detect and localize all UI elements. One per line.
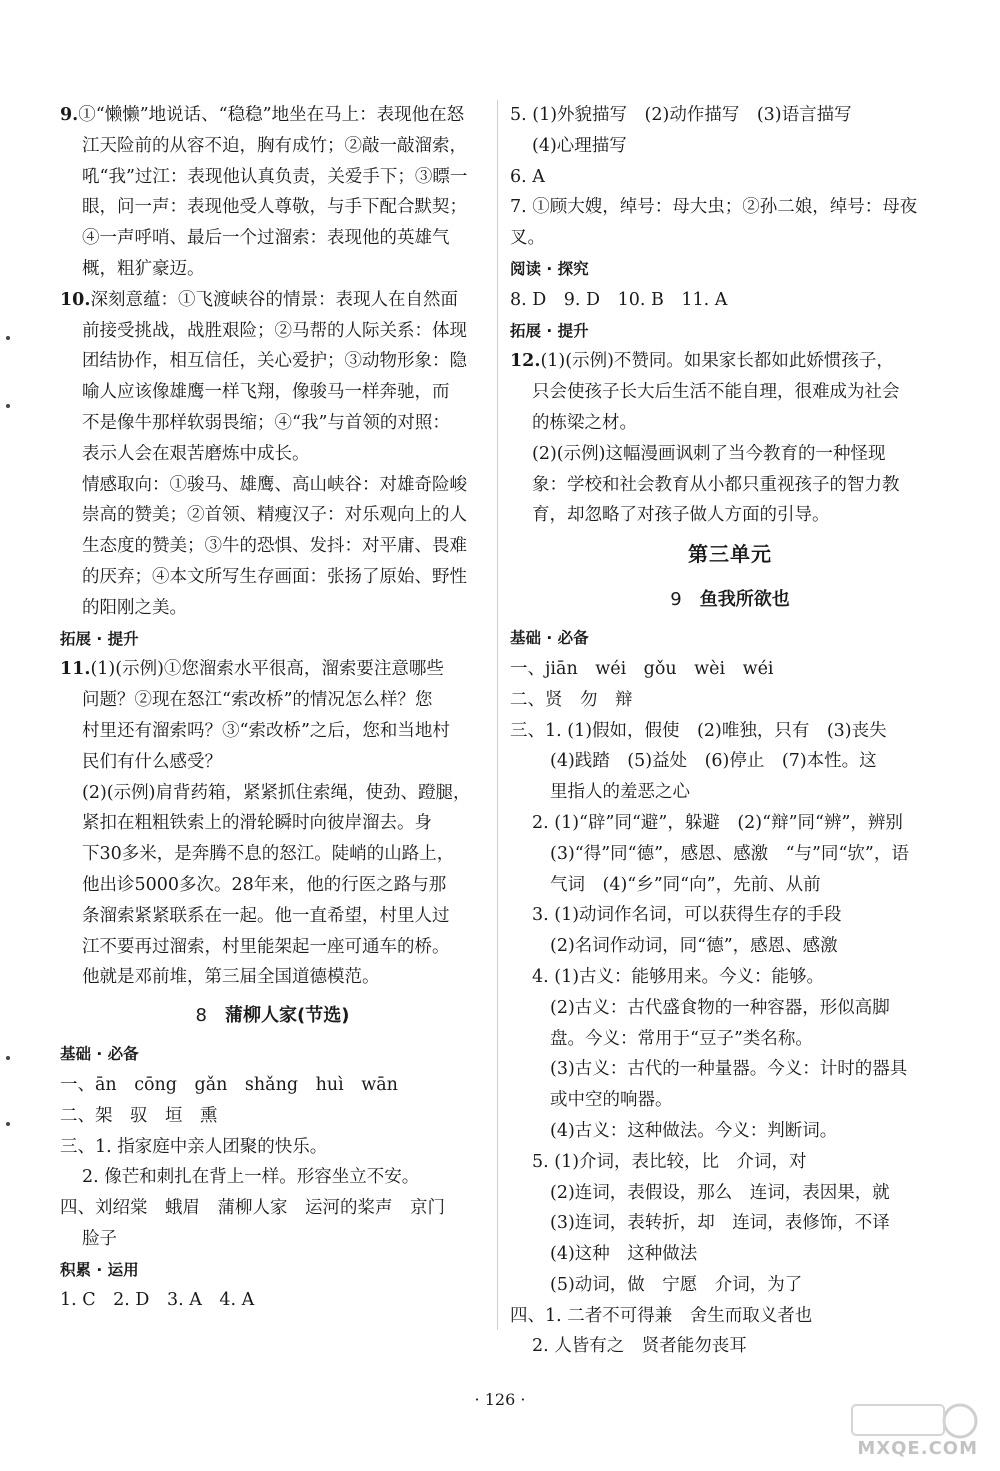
answer-line: (4)古义：这种做法。今义：判断词。 [550,1120,838,1141]
lesson-title [510,577,950,623]
answer-line: 眼，问一声：表现他受人尊敬，与手下配合默契； [82,197,467,218]
answer-line: 概，粗犷豪迈。 [82,258,205,279]
answer-line: 紧扣在粗粗铁索上的滑轮瞬时向彼岸溜去。身 [82,813,432,834]
answer-line: 问题？②现在怒江“索改桥”的情况怎么样？您 [82,690,433,711]
lesson-title [60,993,485,1039]
answer-line: 3. (1)动词作名词，可以获得生存的手段 [532,905,842,926]
question-number: 11. [60,659,91,680]
answer-line: 2. 像芒和刺扎在背上一样。形容坐立不安。 [82,1167,420,1188]
answer-line: (4)这种 这种做法 [550,1244,698,1265]
question-11 [60,654,485,993]
section-heading-read: 阅读 · 探究 [510,259,589,278]
answer-line: (2)(示例)肩背药箱，紧紧抓住索绳，使劲、蹬腿， [82,782,471,803]
answer-line: 喻人应该像雄鹰一样飞翔，像骏马一样奔驰，而 [82,382,450,403]
answer-line: 或中空的响器。 [550,1090,673,1111]
answer-line: 民们有什么感受？ [82,751,222,772]
margin-dot [6,1122,10,1126]
answer-line: (5)动词，做 宁愿 介词，为了 [550,1274,803,1295]
answer-line: 生态度的赞美；③牛的恐惧、发抖：对平庸、畏难 [82,536,467,557]
answer-line: 2. 人皆有之 贤者能勿丧耳 [532,1336,747,1357]
answer-line: 里指人的羞恶之心 [550,782,690,803]
answer-line: 只会使孩子长大后生活不能自理，很难成为社会 [532,382,900,403]
answer-line: 5. (1)外貌描写 (2)动作描写 (3)语言描写 [510,105,852,125]
section-heading-extend: 拓展 · 提升 [60,629,139,648]
answer-line: 江不要再过溜索，村里能架起一座可通车的桥。 [82,936,450,957]
answer-line: (2)古义：古代盛食物的一种容器，形似高脚 [550,997,890,1018]
answer-line: 村里还有溜索吗？③“索改桥”之后，您和当地村 [82,720,450,741]
lesson-number: 9 [670,589,682,611]
answer-line: 崇高的赞美；②首领、精瘦汉子：对乐观向上的人 [82,505,467,526]
answer-line: 吼“我”过江：表现他认真负责，关爱手下；③瞟一 [82,166,468,187]
answer-line: 情感取向：①骏马、雄鹰、高山峡谷：对雄奇险峻 [82,474,467,495]
answer-line: (4)践踏 (5)益处 (6)停止 (7)本性。这 [550,751,877,772]
answer-line: 育，却忽略了对孩子做人方面的引导。 [532,505,830,526]
answer-line: 盘。今义：常用于“豆子”类名称。 [550,1028,813,1049]
answer-line: 团结协作，相互信任，关心爱护；③动物形象：隐 [82,351,467,372]
right-column [510,100,950,1362]
answer-line: (3)连词，表转折，却 连词，表修饰，不译 [550,1213,890,1234]
answer-line: 象：学校和社会教育从小都只重视孩子的智力教 [532,474,900,495]
answer-line: 他就是邓前堆，第三届全国道德模范。 [82,967,380,988]
margin-dot [6,336,10,340]
answer-line: 2. (1)“辟”同“避”，躲避 (2)“辩”同“辨”，辨别 [532,812,903,833]
answer-line: 条溜索紧紧联系在一起。他一直希望，村里人过 [82,905,450,926]
question-number: 9. [60,105,79,125]
answer-line: 下30多米，是奔腾不息的怒江。陡峭的山路上， [82,844,455,865]
answer-line: 脸子 [82,1228,117,1249]
answer-line: ①“懒懒”地说话、“稳稳”地坐在马上：表现他在怒 [78,105,465,125]
answer-line: 深刻意蕴：①飞渡峡谷的情景：表现人在自然面 [90,289,458,310]
answer-line: 二、贤 勿 辩 [510,689,633,710]
answer-line: 不是像牛那样软弱畏缩；④“我”与首领的对照： [82,412,450,433]
question-9 [60,100,485,285]
answer-line: (2)(示例)这幅漫画讽刺了当今教育的一种怪现 [532,443,886,464]
answer-line: 三、1. 指家庭中亲人团聚的快乐。 [60,1136,328,1157]
watermark-logo [832,1391,982,1461]
answer-line: (2)名词作动词，同“德”，感恩、感激 [550,936,838,957]
unit-title: 第三单元 [688,542,772,567]
lesson-number: 8 [195,1005,207,1027]
question-number: 12. [510,351,541,372]
answer-line: 1. C 2. D 3. A 4. A [60,1290,255,1311]
question-group-4 [510,1301,950,1363]
answer-line: 一、jiān wéi gǒu wèi wéi [510,658,774,679]
answer-line: 4. (1)古义：能够用来。今义：能够。 [532,966,825,987]
answer-line: (4)心理描写 [532,135,627,156]
lesson-name: 鱼我所欲也 [699,589,790,611]
answer-line: 8. D 9. D 10. B 11. A [510,289,728,310]
question-group-3 [510,716,950,1301]
watermark-site: MXQE.COM [857,1438,978,1459]
margin-dot [6,404,10,408]
answer-line: ④一声呼哨、最后一个过溜索：表现他的英雄气 [82,228,450,249]
left-column [60,100,485,1316]
answer-line: (3)古义：古代的一种量器。今义：计时的器具 [550,1059,908,1080]
question-10 [60,285,485,624]
section-heading-basic: 基础 · 必备 [510,629,589,648]
answer-line: (2)连词，表假设，那么 连词，表因果，就 [550,1182,890,1203]
section-heading-accumulate: 积累 · 运用 [60,1260,139,1279]
answer-line: 江天险前的从容不迫，胸有成竹；②敲一敲溜索， [82,135,467,156]
answer-line: 的厌弃；④本文所写生存画面：张扬了原始、野性 [82,566,467,587]
answer-line: 他出诊5000多次。28年来，他的行医之路与那 [82,874,447,895]
answer-line: 三、1. (1)假如，假使 (2)唯独，只有 (3)丧失 [510,720,887,741]
margin-dot [6,1056,10,1060]
answer-line: (1)(示例)①您溜索水平很高，溜索要注意哪些 [90,659,444,680]
question-number: 10. [60,289,91,310]
answer-line: (3)“得”同“德”，感恩、感激 “与”同“欤”，语 [550,843,909,864]
answer-line: 气词 (4)“乡”同“向”，先前、从前 [550,874,821,895]
answer-line: 的栋梁之材。 [532,412,637,433]
lesson-name: 蒲柳人家(节选) [225,1005,350,1027]
answer-line: 二、架 驭 垣 熏 [60,1105,218,1126]
answer-line: 前接受挑战，战胜艰险；②马帮的人际关系：体现 [82,320,467,341]
answer-line: 一、ān cōng gǎn shǎng huì wān [60,1074,398,1095]
question-12 [510,346,950,531]
section-heading-extend: 拓展 · 提升 [510,321,589,340]
answer-line: 四、刘绍棠 蛾眉 蒲柳人家 运河的桨声 京门 [60,1198,445,1219]
answer-line: 5. (1)介词，表比较，比 介词，对 [532,1151,807,1172]
column-divider [497,100,498,1330]
answer-line: 的阳刚之美。 [82,597,187,618]
answer-line: 表示人会在艰苦磨炼中成长。 [82,443,310,464]
answer-line: 6. A [510,166,545,187]
answer-line: 7. ①顾大嫂，绰号：母大虫；②孙二娘，绰号：母夜叉。 [510,197,918,249]
page-number: · 126 · [474,1390,526,1409]
answer-line: 四、1. 二者不可得兼 舍生而取义者也 [510,1305,813,1326]
answer-line: (1)(示例)不赞同。如果家长都如此娇惯孩子， [540,351,894,372]
section-heading-basic: 基础 · 必备 [60,1045,139,1064]
